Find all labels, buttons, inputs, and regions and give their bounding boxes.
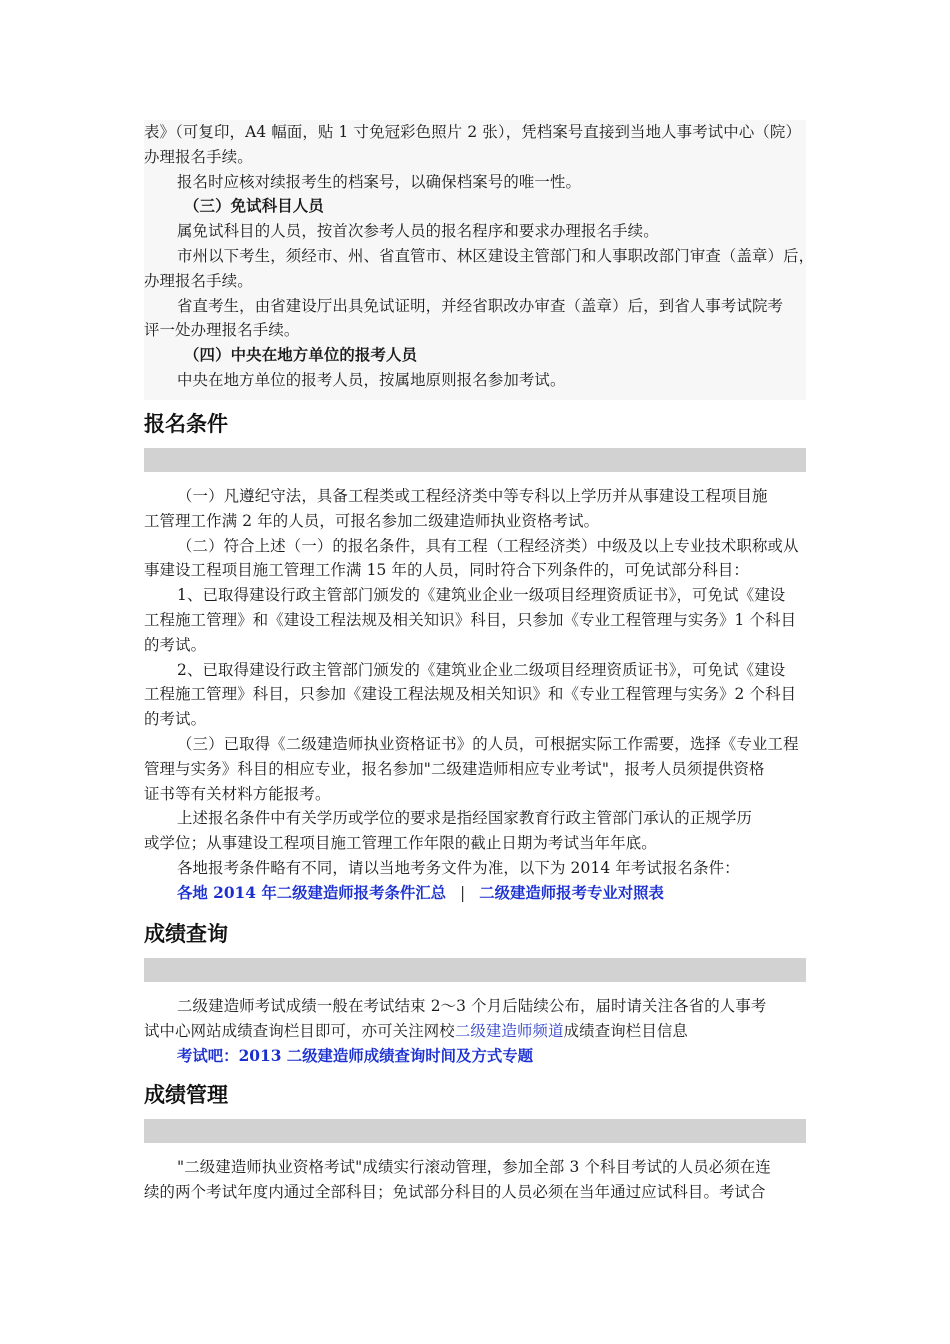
- section-divider-bar: [144, 1119, 806, 1143]
- text-line: 的考试。: [144, 710, 207, 729]
- text-line: 事建设工程项目施工管理工作满 15 年的人员，同时符合下列条件的，可免试部分科目：: [144, 561, 749, 580]
- text-line: 1、已取得建设行政主管部门颁发的《建筑业企业一级项目经理资质证书》，可免试《建设: [177, 586, 786, 605]
- text-fragment: 试中心网站成绩查询栏目即可，亦可关注网校: [144, 1021, 455, 1040]
- text-line: 二级建造师考试成绩一般在考试结束 2～3 个月后陆续公布，届时请关注各省的人事考: [177, 997, 767, 1015]
- text-line: 中央在地方单位的报考人员，按属地原则报名参加考试。: [177, 370, 566, 389]
- text-line: （一）凡遵纪守法，具备工程类或工程经济类中等专科以上学历并从事建设工程项目施: [177, 487, 768, 505]
- text-line: 属免试科目的人员，按首次参考人员的报名程序和要求办理报名手续。: [177, 222, 659, 241]
- heading-score-query: 成绩查询: [144, 922, 228, 946]
- text-line: 办理报名手续。: [144, 271, 253, 290]
- link-separator: |: [460, 883, 466, 902]
- section-divider-bar: [144, 958, 806, 982]
- text-line: 续的两个考试年度内通过全部科目；免试部分科目的人员必须在当年通过应试科目。考试合: [144, 1182, 766, 1201]
- text-line: 工程施工管理》科目，只参加《建设工程法规及相关知识》和《专业工程管理与实务》2 个科目: [144, 685, 797, 704]
- section-top: [144, 120, 815, 393]
- link-2014-conditions-summary[interactable]: 各地 2014 年二级建造师报考条件汇总: [177, 883, 447, 902]
- subheading-central: （四）中央在地方单位的报考人员: [184, 346, 418, 365]
- text-line: 的考试。: [144, 635, 207, 654]
- text-line: 报名时应核对续报考生的档案号，以确保档案号的唯一性。: [177, 172, 582, 191]
- section-divider-bar: [144, 448, 806, 472]
- text-line: （二）符合上述（一）的报名条件，具有工程（工程经济类）中级及以上专业技术职称或从: [177, 536, 799, 555]
- text-fragment: 成绩查询栏目信息: [563, 1021, 688, 1040]
- text-line: 证书等有关材料方能报考。: [144, 784, 331, 803]
- text-line: 上述报名条件中有关学历或学位的要求是指经国家教育行政主管部门承认的正规学历: [177, 809, 753, 828]
- text-line: 管理与实务》科目的相应专业，报名参加"二级建造师相应专业考试"，报考人员须提供资格: [144, 759, 765, 778]
- link-major-comparison-table[interactable]: 二级建造师报考专业对照表: [479, 883, 664, 902]
- text-line: [144, 1019, 806, 1044]
- link-channel[interactable]: 二级建造师频道: [454, 1021, 564, 1040]
- text-line: 省直考生，由省建设厅出具免试证明，并经省职改办审查（盖章）后，到省人事考试院考: [177, 296, 784, 315]
- section-registration-conditions: [144, 484, 806, 906]
- text-line: 表》（可复印，A4 幅面，贴 1 寸免冠彩色照片 2 张），凭档案号直接到当地人事考试中心（院）: [144, 123, 801, 141]
- text-line: 工管理工作满 2 年的人员，可报名参加二级建造师执业资格考试。: [144, 511, 600, 530]
- heading-registration-conditions: 报名条件: [144, 412, 228, 436]
- section-score-management: [144, 1155, 806, 1205]
- subheading-exempt: （三）免试科目人员: [184, 197, 324, 216]
- link-score-query-topic[interactable]: 考试吧：2013 二级建造师成绩查询时间及方式专题: [177, 1046, 534, 1065]
- text-line: 市州以下考生，须经市、州、省直管市、林区建设主管部门和人事职改部门审查（盖章）后，: [177, 246, 815, 265]
- text-line: 办理报名手续。: [144, 147, 253, 166]
- registration-links-row: [144, 881, 806, 906]
- text-line: 工程施工管理》和《建设工程法规及相关知识》科目，只参加《专业工程管理与实务》1 个科目: [144, 610, 797, 629]
- text-line: （三）已取得《二级建造师执业资格证书》的人员，可根据实际工作需要，选择《专业工程: [177, 734, 799, 753]
- text-line: 各地报考条件略有不同，请以当地考务文件为准，以下为 2014 年考试报名条件：: [177, 858, 740, 877]
- score-query-links-row: [144, 1044, 806, 1069]
- text-line: 评一处办理报名手续。: [144, 321, 300, 340]
- text-line: 或学位；从事建设工程项目施工管理工作年限的截止日期为考试当年年底。: [144, 834, 657, 853]
- heading-score-management: 成绩管理: [144, 1083, 228, 1107]
- section-score-query: [144, 994, 806, 1068]
- text-line: 2、已取得建设行政主管部门颁发的《建筑业企业二级项目经理资质证书》，可免试《建设: [177, 660, 786, 679]
- text-line: "二级建造师执业资格考试"成绩实行滚动管理，参加全部 3 个科目考试的人员必须在连: [177, 1158, 771, 1176]
